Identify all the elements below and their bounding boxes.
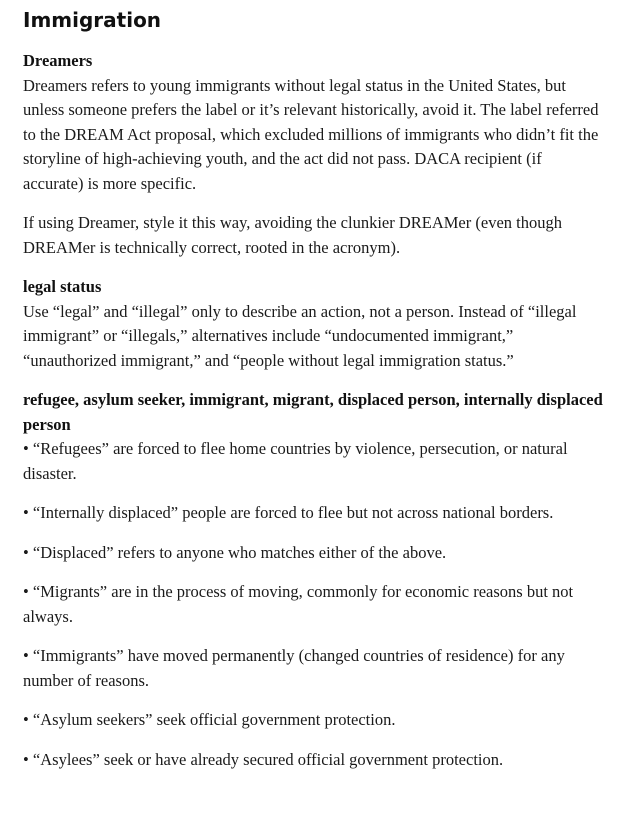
term-dreamers: Dreamers bbox=[23, 51, 93, 70]
list-item-text: “Immigrants” have moved permanently (changed countries of residence) for any number of reasons. bbox=[23, 646, 565, 690]
bullet-mark: • bbox=[23, 710, 29, 729]
list-item bbox=[23, 644, 603, 693]
bullet-mark: • bbox=[23, 439, 29, 458]
bullet-mark: • bbox=[23, 646, 29, 665]
list-item-text: “Refugees” are forced to flee home countries by violence, persecution, or natural disaster. bbox=[23, 439, 568, 483]
list-item bbox=[23, 708, 603, 733]
entry-refugee bbox=[23, 388, 603, 772]
definition-legal-status: Use “legal” and “illegal” only to describe an action, not a person. Instead of “illegal immigrant” or “illegals,” alternatives include “undocumented immigrant,” “unauthorized immigrant,” and “people without legal immigration status.” bbox=[23, 301, 577, 370]
list-item-text: “Asylum seekers” seek official government protection. bbox=[32, 710, 396, 729]
list-item-text: “Internally displaced” people are forced to flee but not across national borders. bbox=[32, 503, 554, 522]
bullet-mark: • bbox=[23, 542, 29, 562]
list-item bbox=[23, 437, 603, 486]
entry-dreamers bbox=[23, 49, 603, 196]
definition-dreamers: Dreamers refers to young immigrants without legal status in the United States, but unless someone prefers the label or it’s relevant historically, avoid it. The label referred to the DREAM Act proposal, which excluded millions of immigrants who didn’t fit the storyline of high-achieving youth, and the act did not pass. DACA recipient (if accurate) is more specific. bbox=[23, 75, 599, 193]
term-refugee: refugee, asylum seeker, immigrant, migrant, displaced person, internally displaced person bbox=[23, 390, 603, 434]
list-item-text: “Displaced” refers to anyone who matches either of the above. bbox=[32, 542, 447, 562]
list-item bbox=[23, 501, 603, 526]
section-title: Immigration bbox=[23, 8, 162, 32]
list-item bbox=[23, 748, 603, 773]
list-item-text: “Migrants” are in the process of moving, commonly for economic reasons but not always. bbox=[23, 582, 574, 626]
definition-list-refugee bbox=[23, 437, 603, 772]
list-item-text: “Asylees” seek or have already secured official government protection. bbox=[32, 749, 504, 769]
entry-legal-status bbox=[23, 275, 603, 373]
note-dreamers: If using Dreamer, style it this way, avoiding the clunkier DREAMer (even though DREAMer is technically correct, rooted in the acronym). bbox=[23, 213, 562, 257]
bullet-mark: • bbox=[23, 749, 29, 769]
list-item bbox=[23, 580, 603, 629]
term-legal-status: legal status bbox=[23, 277, 102, 296]
list-item bbox=[23, 541, 603, 566]
bullet-mark: • bbox=[23, 503, 29, 522]
bullet-mark: • bbox=[23, 582, 29, 601]
